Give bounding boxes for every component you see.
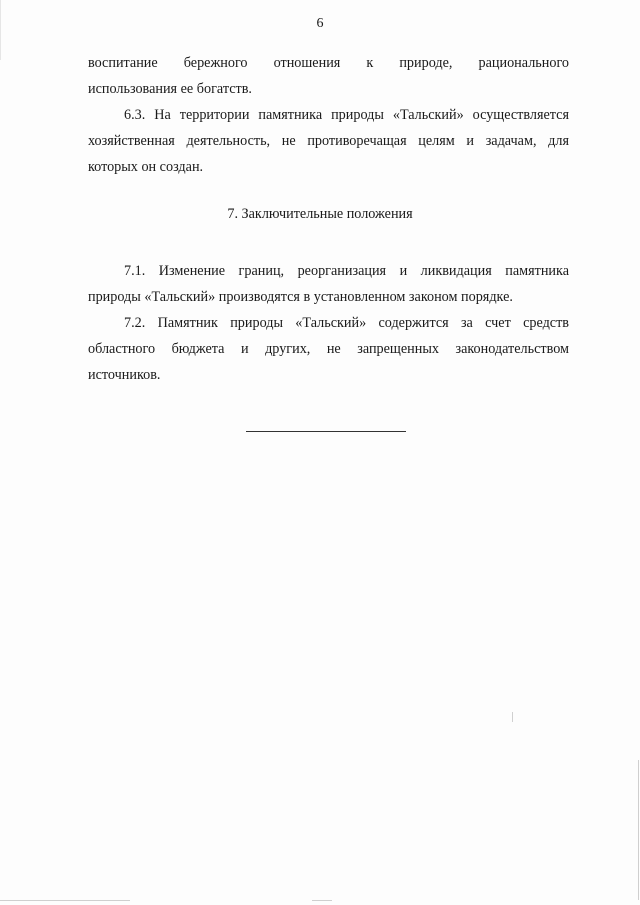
page-number: 6 xyxy=(316,16,324,31)
section-heading: 7. Заключительные положения xyxy=(227,206,413,222)
paragraph-line: 6.3. На территории памятника природы «Тальский» осуществляется xyxy=(124,107,569,123)
scan-edge-mark xyxy=(0,900,130,901)
paragraph-line: областного бюджета и других, не запрещенных законодательством xyxy=(88,341,569,357)
closing-rule xyxy=(246,431,406,432)
paragraph-block-7 xyxy=(88,258,569,388)
paragraph-line: 7.2. Памятник природы «Тальский» содержится за счет средств xyxy=(124,315,569,331)
paragraph-line: природы «Тальский» производятся в установленном законом порядке. xyxy=(88,289,513,305)
paragraph-line: хозяйственная деятельность, не противоречащая целям и задачам, для xyxy=(88,133,569,149)
scan-edge-mark xyxy=(638,760,639,900)
scan-edge-mark xyxy=(312,900,332,901)
paragraph-block-6 xyxy=(88,50,569,180)
scan-speck xyxy=(512,712,513,722)
paragraph-line: использования ее богатств. xyxy=(88,81,252,97)
paragraph-line: воспитание бережного отношения к природе, рационального xyxy=(88,55,569,71)
paragraph-line: которых он создан. xyxy=(88,159,204,175)
paragraph-line: 7.1. Изменение границ, реорганизация и ликвидация памятника xyxy=(124,263,569,279)
scan-edge-mark xyxy=(0,0,1,60)
paragraph-line: источников. xyxy=(88,367,161,383)
